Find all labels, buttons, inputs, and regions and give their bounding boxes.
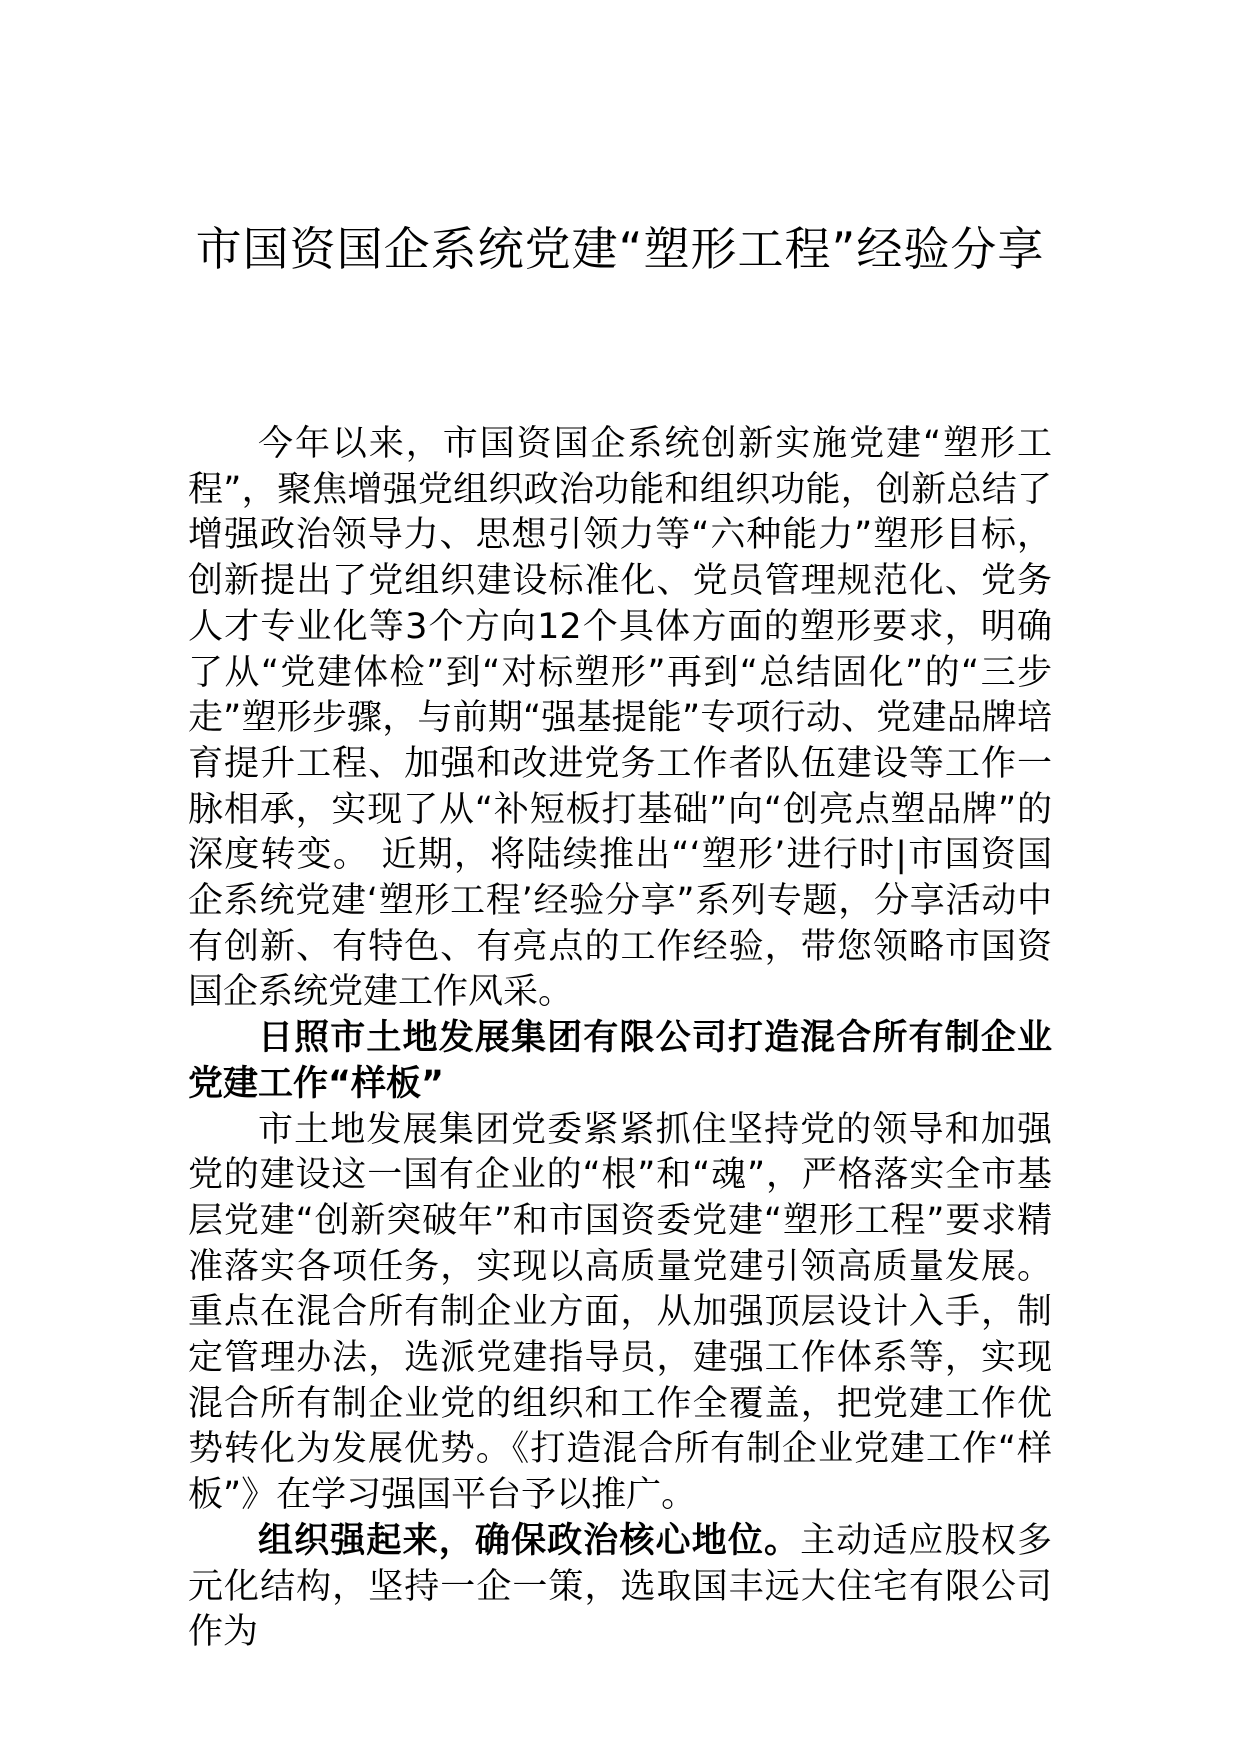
section-heading: 日照市土地发展集团有限公司打造混合所有制企业党建工作“样板” [188,1018,1052,1104]
point-lead: 组织强起来，确保政治核心地位。 [258,1520,801,1561]
document-title: 市国资国企系统党建“塑形工程”经验分享 [195,222,1045,276]
section-body-paragraph: 市土地发展集团党委紧紧抓住坚持党的领导和加强党的建设这一国有企业的“根”和“魂”，严格落实全市基层党建“创新突破年”和市国资委党建“塑形工程”要求精准落实各项任务，实现以高质量党建引领高质量发展。重点在混合所有制企业方面，从加强顶层设计入手，制定管理办法，选派党建指导员，建强工作体系等，实现混合所有制企业党的组织和工作全覆盖，把党建工作优势转化为发展优势。《打造混合所有制企业党建工作“样板”》在学习强国平台予以推广。 [188,1109,1053,1516]
document-body [188,422,1052,1656]
intro-paragraph: 今年以来，市国资国企系统创新实施党建“塑形工程”，聚焦增强党组织政治功能和组织功能，创新总结了增强政治领导力、思想引领力等“六种能力”塑形目标，创新提出了党组织建设标准化、党员管理规范化、党务人才专业化等3个方向12个具体方面的塑形要求，明确了从“党建体检”到“对标塑形”再到“总结固化”的“三步走”塑形步骤，与前期“强基提能”专项行动、党建品牌培育提升工程、加强和改进党务工作者队伍建设等工作一脉相承，实现了从“补短板打基础”向“创亮点塑品牌”的深度转变。 近期，将陆续推出“‘塑形’进行时|市国资国企系统党建‘塑形工程’经验分享”系列专题，分享活动中有创新、有特色、有亮点的工作经验，带您领略市国资国企系统党建工作风采。 [188,424,1052,1013]
point-paragraph [188,1519,1052,1656]
point-body: 主动适应股权多元化结构，坚持一企一策，选取国丰远大住宅有限公司作为 [188,1520,1052,1653]
